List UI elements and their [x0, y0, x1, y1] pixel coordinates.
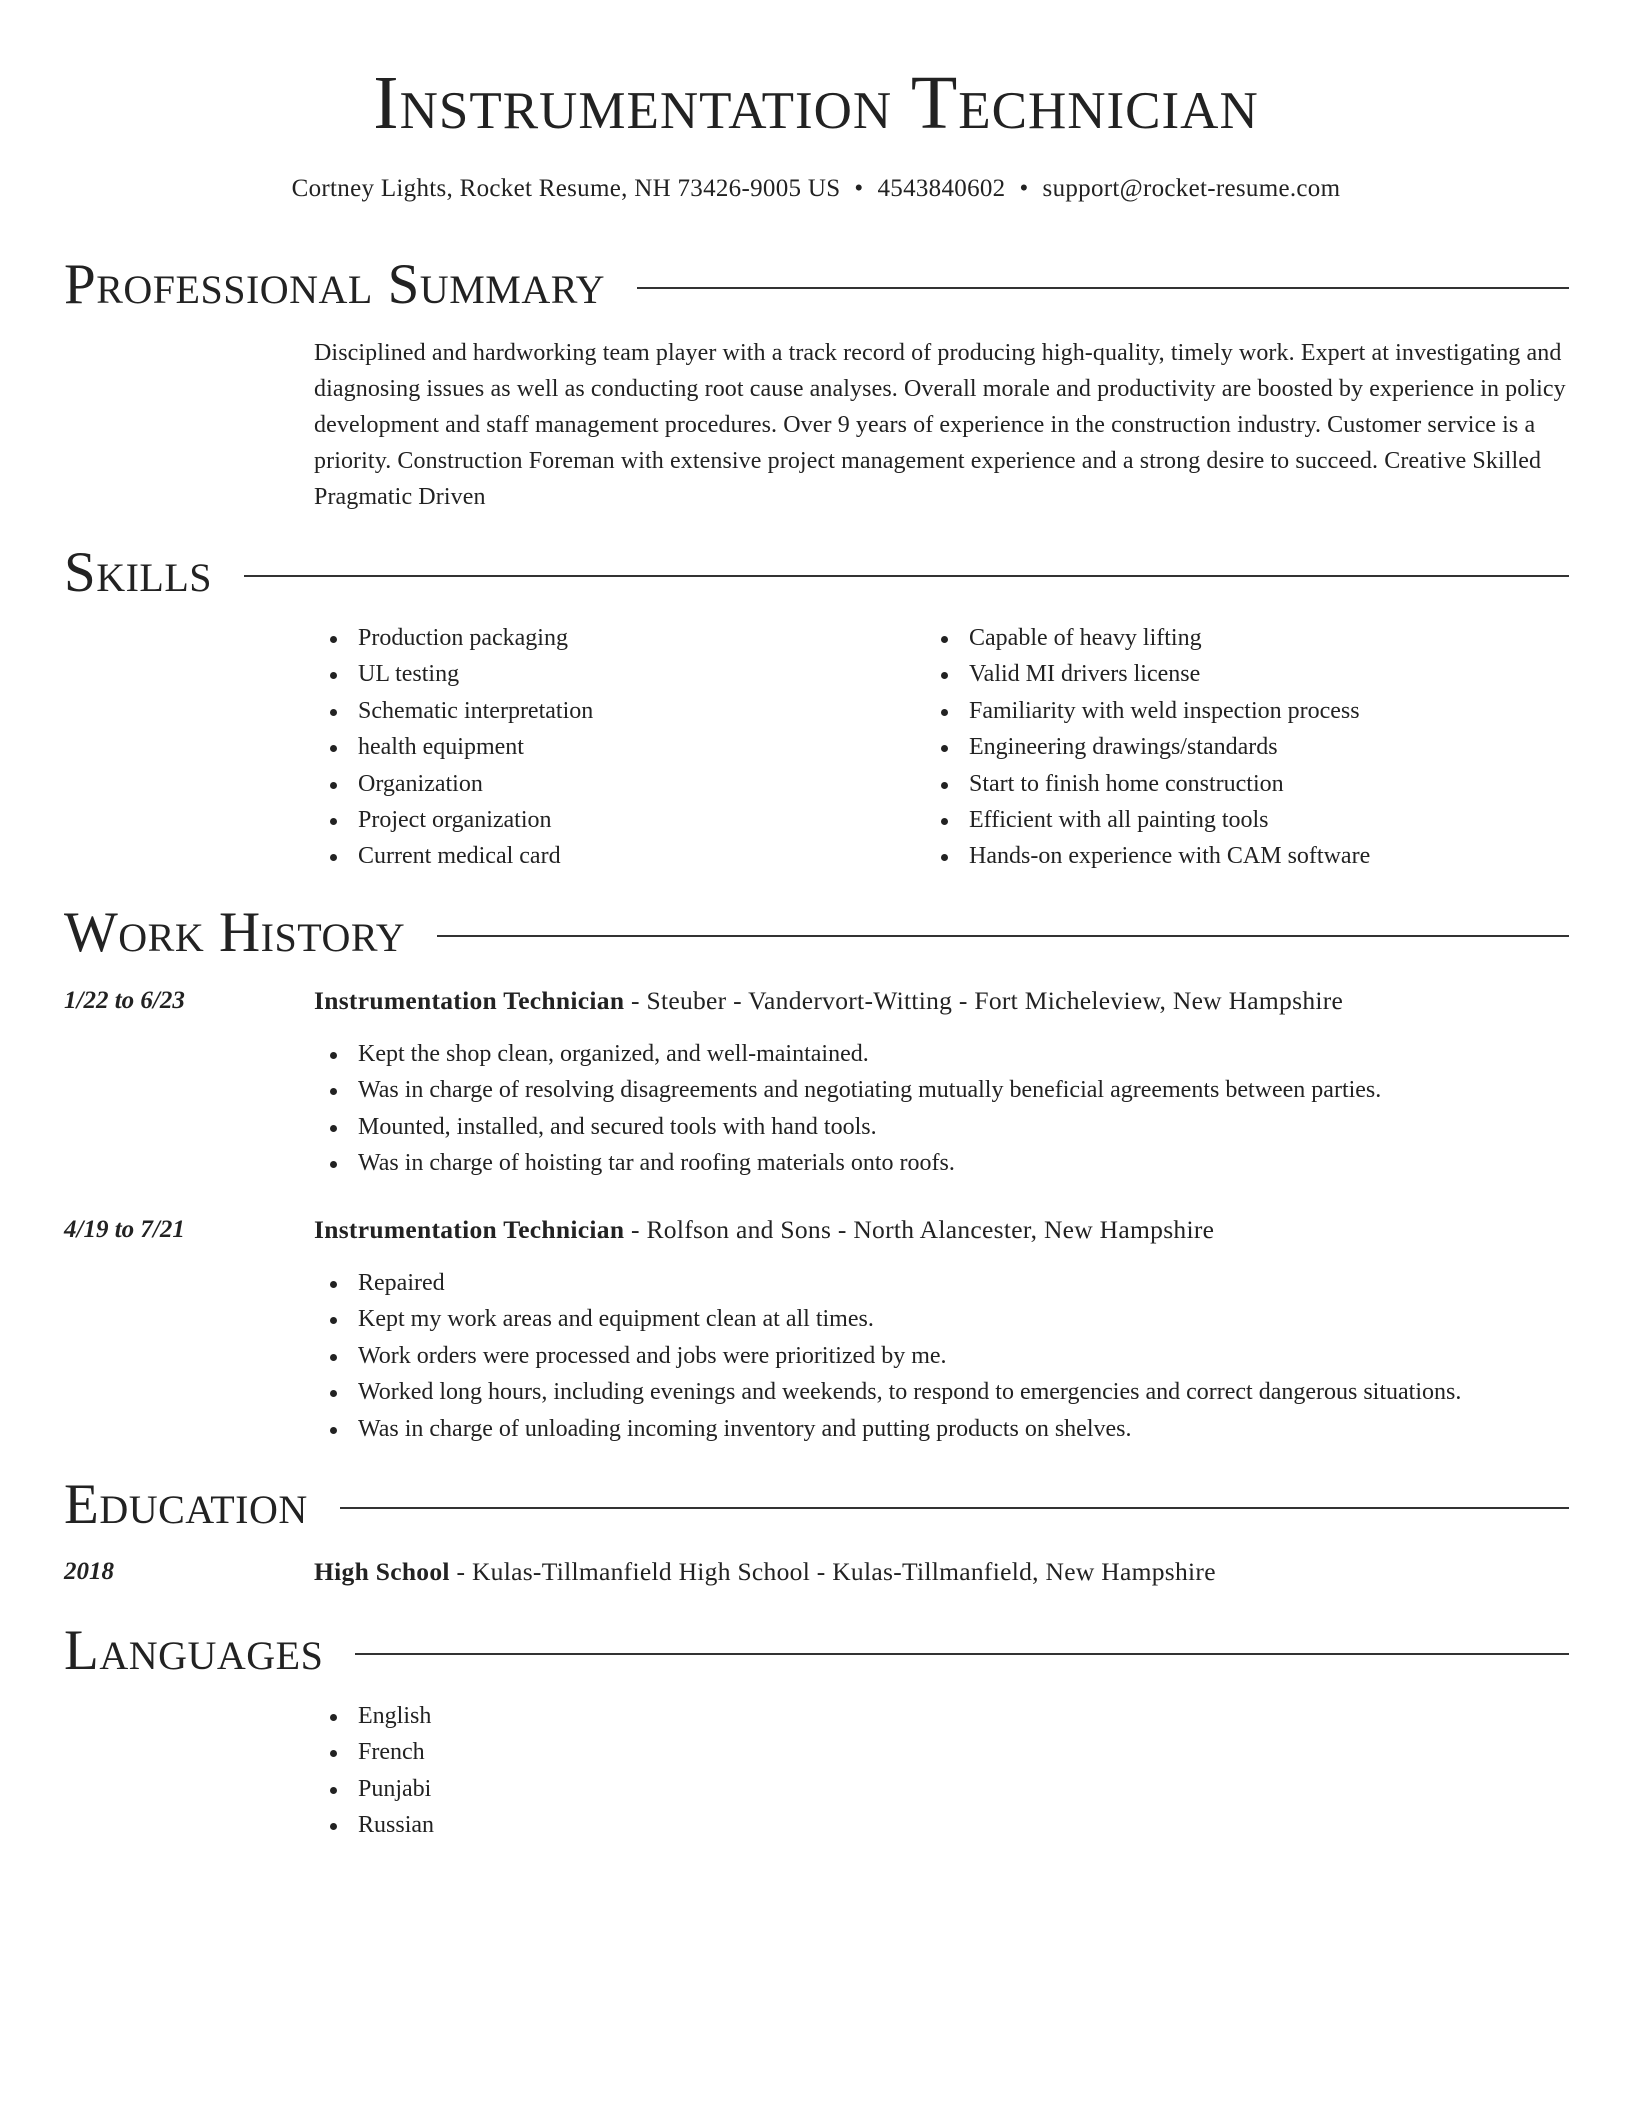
- skill-item: Project organization: [314, 802, 914, 838]
- education-details: - Kulas-Tillmanfield High School - Kulas-Tillmanfield, New Hampshire: [449, 1557, 1216, 1586]
- job-bullet-item: Was in charge of unloading incoming inventory and putting products on shelves.: [314, 1411, 1570, 1447]
- job-details: - Rolfson and Sons - North Alancester, New Hampshire: [624, 1215, 1215, 1244]
- skill-item: Current medical card: [314, 838, 914, 874]
- contact-line: [0, 172, 1632, 206]
- section-title-education: Education: [64, 1473, 308, 1536]
- contact-email: support@rocket-resume.com: [1042, 175, 1341, 202]
- job-role: Instrumentation Technician: [314, 986, 625, 1015]
- skills-list-right: [925, 620, 1525, 875]
- language-item: Punjabi: [314, 1771, 1570, 1807]
- section-divider: [437, 935, 1569, 937]
- skill-item: Production packaging: [314, 620, 914, 656]
- job-bullet-item: Was in charge of hoisting tar and roofing materials onto roofs.: [314, 1145, 1570, 1181]
- job-bullet-item: Kept the shop clean, organized, and well-maintained.: [314, 1036, 1570, 1072]
- job-bullet-item: Work orders were processed and jobs were prioritized by me.: [314, 1338, 1570, 1374]
- job-bullet-item: Worked long hours, including evenings and weekends, to respond to emergencies and correct dangerous situations.: [314, 1374, 1570, 1410]
- job-bullet-item: Was in charge of resolving disagreements and negotiating mutually beneficial agreements between parties.: [314, 1072, 1570, 1108]
- job-role: Instrumentation Technician: [314, 1215, 625, 1244]
- skill-item: Efficient with all painting tools: [925, 802, 1525, 838]
- section-header-work-history: [64, 901, 1569, 965]
- section-divider: [637, 287, 1569, 289]
- skill-item: Start to finish home construction: [925, 766, 1525, 802]
- section-title-summary: Professional Summary: [64, 253, 606, 316]
- skill-item: Familiarity with weld inspection process: [925, 693, 1525, 729]
- education-year: 2018: [64, 1558, 114, 1585]
- job-title-line: [314, 984, 1570, 1018]
- section-header-education: [64, 1473, 1569, 1537]
- skill-item: Organization: [314, 766, 914, 802]
- contact-address: Cortney Lights, Rocket Resume, NH 73426-9005 US: [291, 175, 841, 202]
- skill-item: Capable of heavy lifting: [925, 620, 1525, 656]
- job-title-line: [314, 1213, 1570, 1247]
- job-details: - Steuber - Vandervort-Witting - Fort Micheleview, New Hampshire: [624, 986, 1344, 1015]
- section-header-skills: [64, 541, 1569, 605]
- skill-item: Hands-on experience with CAM software: [925, 838, 1525, 874]
- section-divider: [340, 1507, 1569, 1509]
- section-title-languages: Languages: [64, 1619, 324, 1682]
- contact-separator: •: [1019, 175, 1029, 202]
- skill-item: Schematic interpretation: [314, 693, 914, 729]
- job-bullets: [314, 1036, 1570, 1182]
- summary-text: Disciplined and hardworking team player with a track record of producing high-quality, timely work. Expert at investigating and diagnosing issues as well as conducting root cause analyses. Overall morale and productivity are boosted by experience in policy development and staff management procedures. Over 9 years of experience in the construction industry. Customer service is a priority. Construction Foreman with extensive project management experience and a strong desire to succeed. Creative Skilled Pragmatic Driven: [314, 340, 1566, 510]
- job-bullet-item: Mounted, installed, and secured tools with hand tools.: [314, 1109, 1570, 1145]
- section-divider: [355, 1653, 1569, 1655]
- languages-list: [314, 1698, 1570, 1844]
- resume-name-heading: Instrumentation Technician: [373, 61, 1259, 145]
- contact-phone: 4543840602: [877, 175, 1006, 202]
- language-item: English: [314, 1698, 1570, 1734]
- job-bullet-item: Kept my work areas and equipment clean at all times.: [314, 1301, 1570, 1337]
- skill-item: UL testing: [314, 656, 914, 692]
- section-header-summary: [64, 253, 1569, 317]
- job-dates: 4/19 to 7/21: [64, 1216, 185, 1243]
- language-item: French: [314, 1734, 1570, 1770]
- language-item: Russian: [314, 1807, 1570, 1843]
- section-divider: [244, 575, 1569, 577]
- education-degree: High School: [314, 1557, 450, 1586]
- skill-item: Valid MI drivers license: [925, 656, 1525, 692]
- skill-item: health equipment: [314, 729, 914, 765]
- skill-item: Engineering drawings/standards: [925, 729, 1525, 765]
- skills-list-left: [314, 620, 914, 875]
- job-dates: 1/22 to 6/23: [64, 987, 185, 1014]
- section-header-languages: [64, 1619, 1569, 1683]
- contact-separator: •: [854, 175, 864, 202]
- job-bullets: [314, 1265, 1570, 1447]
- section-title-work-history: Work History: [64, 901, 406, 964]
- education-line: [314, 1555, 1570, 1589]
- job-bullet-item: Repaired: [314, 1265, 1570, 1301]
- section-title-skills: Skills: [64, 541, 213, 604]
